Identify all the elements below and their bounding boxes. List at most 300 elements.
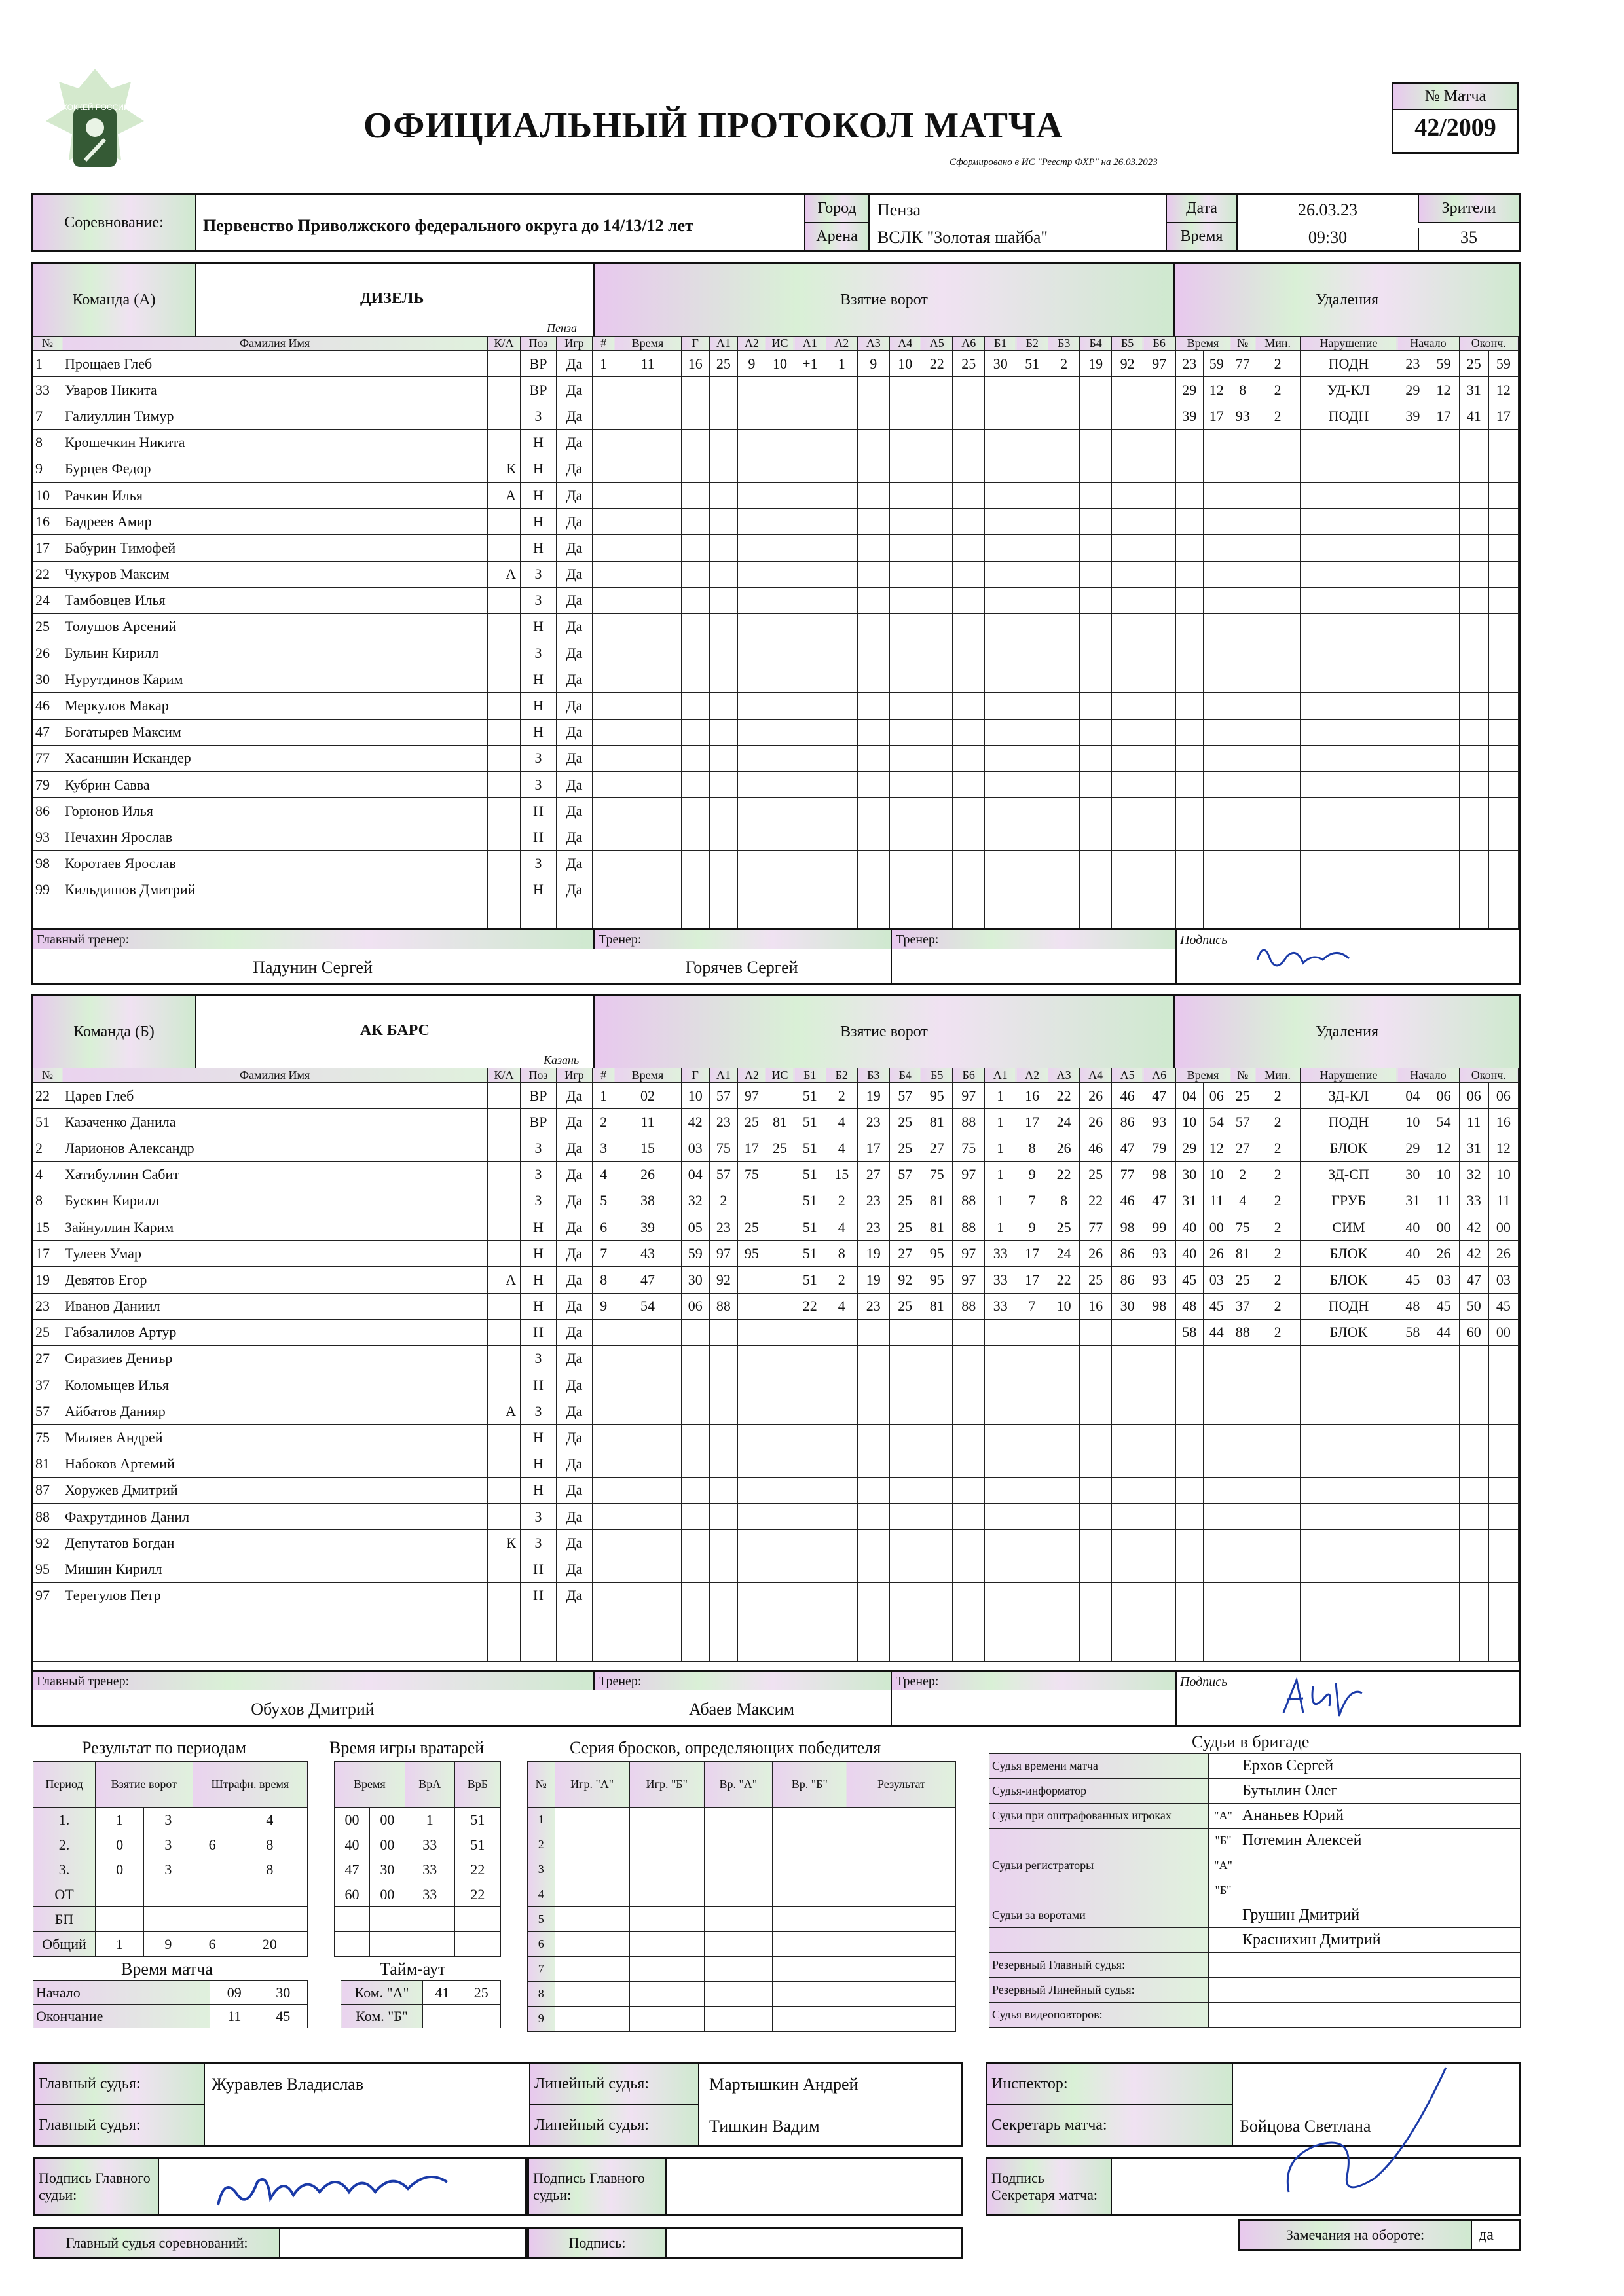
goal-cell xyxy=(1048,719,1079,745)
penalty-cell xyxy=(1397,666,1428,693)
goal-cell xyxy=(737,1609,766,1635)
goal-cell: 11 xyxy=(614,351,681,377)
player-name: Набоков Артемий xyxy=(62,1451,488,1477)
player-name: Чукуров Максим xyxy=(62,561,488,587)
shootout-number: 2 xyxy=(528,1832,555,1857)
shootout-cell xyxy=(555,1982,629,2007)
goal-cell xyxy=(766,693,794,719)
penalty-row xyxy=(1176,693,1519,719)
penalty-cell: 11 xyxy=(1459,1109,1488,1135)
goal-cell: 97 xyxy=(953,1161,984,1188)
penalty-cell xyxy=(1176,1425,1204,1451)
team-b-head-coach: Обухов Дмитрий xyxy=(251,1700,375,1719)
competition-label: Соревнование: xyxy=(33,195,196,250)
penalty-cell xyxy=(1203,561,1230,587)
head-coach-label: Главный тренер: xyxy=(33,1672,593,1690)
penalty-cell xyxy=(1488,877,1518,903)
penalty-cell xyxy=(1428,482,1459,508)
goal-row xyxy=(593,745,1175,771)
penalty-cell xyxy=(1459,1425,1488,1451)
player-number: 77 xyxy=(33,745,62,771)
goal-cell xyxy=(1048,798,1079,824)
goal-cell xyxy=(681,509,709,535)
goalie-cell xyxy=(369,1907,405,1932)
official-role: Резервный Линейный судья: xyxy=(989,1978,1209,2003)
period-cell: 0 xyxy=(96,1832,144,1857)
goal-cell xyxy=(614,403,681,429)
eagle-emblem-icon xyxy=(33,62,157,193)
goal-cell xyxy=(794,403,826,429)
period-row xyxy=(33,1832,308,1857)
goal-cell xyxy=(681,1609,709,1635)
penalty-cell xyxy=(1397,877,1428,903)
player-name: Казаченко Данила xyxy=(62,1109,488,1135)
player-position: Н xyxy=(521,482,557,508)
column-header: Фамилия Имя xyxy=(62,1068,488,1083)
penalty-cell xyxy=(1176,903,1204,929)
penalty-cell xyxy=(1300,535,1397,561)
goal-cell xyxy=(953,903,984,929)
goal-row xyxy=(593,1504,1175,1530)
team-b-coach: Абаев Максим xyxy=(688,1700,795,1719)
player-number: 57 xyxy=(33,1398,62,1425)
goal-cell xyxy=(1143,666,1175,693)
period-row xyxy=(33,1808,308,1832)
penalty-cell xyxy=(1459,561,1488,587)
penalty-cell xyxy=(1230,877,1255,903)
shootout-cell xyxy=(847,1857,955,1882)
player-played: Да xyxy=(557,587,593,613)
penalty-cell: 03 xyxy=(1203,1267,1230,1293)
goal-cell xyxy=(1048,509,1079,535)
penalty-cell xyxy=(1176,482,1204,508)
goal-cell: 26 xyxy=(614,1161,681,1188)
goal-cell xyxy=(826,1530,857,1556)
player-captain: А xyxy=(488,482,521,508)
goalie-cell: 00 xyxy=(369,1882,405,1907)
player-row xyxy=(33,403,593,429)
penalty-cell xyxy=(1459,1451,1488,1477)
goal-cell xyxy=(794,1635,826,1661)
shootout-cell xyxy=(772,1907,847,1932)
goal-cell xyxy=(858,824,889,850)
player-row xyxy=(33,1293,593,1319)
official-row xyxy=(989,1903,1521,1928)
penalty-cell: 2 xyxy=(1230,1161,1255,1188)
penalty-cell: 12 xyxy=(1428,377,1459,403)
penalty-cell: ЗД-КЛ xyxy=(1300,1083,1397,1109)
goal-cell xyxy=(1048,1345,1079,1372)
goal-cell xyxy=(766,877,794,903)
penalty-cell xyxy=(1397,1504,1428,1530)
penalty-cell: 03 xyxy=(1428,1267,1459,1293)
shootout-number: 5 xyxy=(528,1907,555,1932)
penalty-cell xyxy=(1300,877,1397,903)
goal-cell xyxy=(681,640,709,666)
period-cell xyxy=(232,1882,307,1907)
penalty-cell xyxy=(1300,1609,1397,1635)
goal-cell xyxy=(614,798,681,824)
goal-row xyxy=(593,798,1175,824)
penalty-cell xyxy=(1428,429,1459,456)
goal-cell: 4 xyxy=(826,1214,857,1240)
goal-cell: 4 xyxy=(593,1161,614,1188)
goalie-cell: 33 xyxy=(405,1832,454,1857)
goal-cell xyxy=(1111,903,1143,929)
goal-cell: 05 xyxy=(681,1214,709,1240)
goal-cell xyxy=(858,1609,889,1635)
penalty-cell: 00 xyxy=(1488,1319,1518,1345)
penalty-cell: ПОДН xyxy=(1300,403,1397,429)
goal-cell: 1 xyxy=(984,1135,1016,1161)
penalty-cell xyxy=(1488,482,1518,508)
player-number: 25 xyxy=(33,613,62,640)
player-row xyxy=(33,1241,593,1267)
goal-cell xyxy=(709,1582,737,1609)
goal-cell xyxy=(709,693,737,719)
penalty-cell xyxy=(1230,1609,1255,1635)
penalty-cell xyxy=(1203,877,1230,903)
goal-cell xyxy=(1111,1530,1143,1556)
penalty-cell xyxy=(1300,824,1397,850)
period-cell xyxy=(193,1857,232,1882)
penalty-cell xyxy=(1203,429,1230,456)
penalty-cell xyxy=(1176,535,1204,561)
penalty-cell xyxy=(1488,745,1518,771)
goal-cell: 1 xyxy=(593,351,614,377)
goal-cell xyxy=(889,1345,921,1372)
penalty-cell xyxy=(1397,745,1428,771)
penalty-cell xyxy=(1203,535,1230,561)
penalty-cell: 31 xyxy=(1176,1188,1204,1214)
player-position: Н xyxy=(521,719,557,745)
goal-cell xyxy=(921,903,952,929)
goal-cell xyxy=(1111,561,1143,587)
goal-cell: 93 xyxy=(1143,1109,1175,1135)
goal-cell: 11 xyxy=(614,1109,681,1135)
official-role xyxy=(989,1829,1209,1853)
goal-cell xyxy=(681,456,709,482)
goal-row xyxy=(593,693,1175,719)
penalty-cell: 25 xyxy=(1230,1267,1255,1293)
goal-cell xyxy=(889,1477,921,1503)
penalty-cell xyxy=(1428,1582,1459,1609)
penalty-cell xyxy=(1459,877,1488,903)
goal-cell xyxy=(921,377,952,403)
player-played: Да xyxy=(557,877,593,903)
goal-cell xyxy=(984,850,1016,877)
goal-cell: 25 xyxy=(889,1214,921,1240)
goal-cell xyxy=(984,1530,1016,1556)
goal-cell xyxy=(614,772,681,798)
goal-cell xyxy=(1016,482,1048,508)
goal-cell xyxy=(1111,1451,1143,1477)
goal-cell xyxy=(826,429,857,456)
penalty-cell xyxy=(1397,903,1428,929)
period-cell: 3 xyxy=(144,1832,193,1857)
column-header: Нарушение xyxy=(1300,1068,1397,1083)
goalie-cell: 51 xyxy=(454,1832,500,1857)
penalty-cell: 45 xyxy=(1176,1267,1204,1293)
official-row xyxy=(989,1978,1521,2003)
penalty-cell xyxy=(1459,745,1488,771)
penalty-cell xyxy=(1176,745,1204,771)
goal-cell xyxy=(709,640,737,666)
player-position: Н xyxy=(521,877,557,903)
period-cell xyxy=(232,1907,307,1932)
player-position: Н xyxy=(521,1451,557,1477)
goal-cell xyxy=(921,877,952,903)
goal-cell: 4 xyxy=(826,1109,857,1135)
goal-row xyxy=(593,561,1175,587)
official-name xyxy=(1238,1953,1521,1978)
goal-cell xyxy=(1080,666,1111,693)
city-label: Город xyxy=(804,195,870,223)
goal-cell xyxy=(737,903,766,929)
player-row xyxy=(33,351,593,377)
penalty-row xyxy=(1176,1135,1519,1161)
penalty-cell xyxy=(1230,745,1255,771)
penalty-cell xyxy=(1176,719,1204,745)
player-row xyxy=(33,1188,593,1214)
goal-cell xyxy=(1048,482,1079,508)
team-b-goals-table xyxy=(593,1068,1175,1662)
goal-cell xyxy=(826,1345,857,1372)
player-row xyxy=(33,1451,593,1477)
period-cell: 20 xyxy=(232,1932,307,1957)
goal-cell xyxy=(984,693,1016,719)
shootout-row xyxy=(528,1907,956,1932)
goal-cell xyxy=(593,772,614,798)
shootout-cell xyxy=(847,1982,955,2007)
penalty-cell xyxy=(1428,1635,1459,1661)
penalty-cell xyxy=(1203,640,1230,666)
player-number: 88 xyxy=(33,1504,62,1530)
goal-cell xyxy=(766,903,794,929)
goal-cell xyxy=(681,719,709,745)
shootout-cell xyxy=(629,1982,704,2007)
penalty-header-row xyxy=(1176,337,1519,351)
penalty-cell xyxy=(1300,1425,1397,1451)
secretary-label: Секретарь матча: xyxy=(987,2105,1233,2145)
goal-cell: 43 xyxy=(614,1241,681,1267)
penalty-cell xyxy=(1176,666,1204,693)
penalty-row xyxy=(1176,561,1519,587)
penalty-cell: 31 xyxy=(1397,1188,1428,1214)
goal-cell xyxy=(889,1635,921,1661)
penalty-cell: 06 xyxy=(1203,1083,1230,1109)
column-header: К/А xyxy=(488,337,521,351)
player-position: ВР xyxy=(521,351,557,377)
penalty-row xyxy=(1176,1083,1519,1109)
shootout-number: 4 xyxy=(528,1882,555,1907)
goal-cell: 97 xyxy=(1143,351,1175,377)
goal-cell: 22 xyxy=(1080,1188,1111,1214)
penalty-cell xyxy=(1300,1451,1397,1477)
goal-cell xyxy=(953,482,984,508)
player-position: Н xyxy=(521,1241,557,1267)
penalty-cell xyxy=(1300,640,1397,666)
player-number xyxy=(33,1609,62,1635)
goal-cell xyxy=(593,482,614,508)
penalty-cell xyxy=(1488,613,1518,640)
goal-cell xyxy=(1016,613,1048,640)
team-b-signature-label: Подпись xyxy=(1180,1675,1228,1689)
penalty-cell xyxy=(1203,1635,1230,1661)
penalty-cell xyxy=(1459,429,1488,456)
goal-cell xyxy=(614,1345,681,1372)
goal-cell xyxy=(593,1345,614,1372)
goal-cell: 23 xyxy=(709,1214,737,1240)
penalty-cell xyxy=(1397,798,1428,824)
penalty-cell: 11 xyxy=(1488,1188,1518,1214)
goal-cell xyxy=(766,1530,794,1556)
goal-cell xyxy=(1048,1635,1079,1661)
player-position: З xyxy=(521,587,557,613)
timeout-table xyxy=(341,1980,501,2028)
player-captain xyxy=(488,824,521,850)
goal-cell xyxy=(614,824,681,850)
goal-cell xyxy=(858,613,889,640)
goalie-cell: 33 xyxy=(405,1857,454,1882)
goalie-cell xyxy=(405,1907,454,1932)
goal-cell xyxy=(1080,772,1111,798)
penalty-cell xyxy=(1203,1451,1230,1477)
penalty-cell xyxy=(1300,482,1397,508)
goal-cell xyxy=(737,429,766,456)
penalty-cell: 11 xyxy=(1428,1188,1459,1214)
player-position: З xyxy=(521,403,557,429)
goal-cell xyxy=(681,1451,709,1477)
column-header: # xyxy=(593,337,614,351)
penalty-cell xyxy=(1176,1398,1204,1425)
goal-cell xyxy=(709,1425,737,1451)
goal-cell xyxy=(1048,587,1079,613)
penalty-cell xyxy=(1459,1635,1488,1661)
officials-table xyxy=(989,1753,1521,2028)
goal-cell xyxy=(826,824,857,850)
goal-cell xyxy=(953,1635,984,1661)
goal-cell xyxy=(794,535,826,561)
player-played: Да xyxy=(557,429,593,456)
goal-header-row xyxy=(593,337,1175,351)
penalty-cell xyxy=(1459,719,1488,745)
goal-cell xyxy=(681,824,709,850)
player-number: 46 xyxy=(33,693,62,719)
goal-cell xyxy=(737,1582,766,1609)
goal-cell xyxy=(766,1345,794,1372)
penalty-row xyxy=(1176,1188,1519,1214)
goal-cell xyxy=(858,1556,889,1582)
goal-cell xyxy=(1111,1372,1143,1398)
goal-cell xyxy=(709,377,737,403)
goal-cell xyxy=(709,1609,737,1635)
official-name: Бутылин Олег xyxy=(1238,1779,1521,1804)
goal-cell xyxy=(737,1425,766,1451)
penalty-cell xyxy=(1397,1451,1428,1477)
goal-cell xyxy=(593,561,614,587)
goal-cell xyxy=(1016,1530,1048,1556)
penalty-cell xyxy=(1428,1372,1459,1398)
goal-cell xyxy=(984,1398,1016,1425)
goal-cell xyxy=(794,640,826,666)
goal-cell: 57 xyxy=(889,1161,921,1188)
player-position: Н xyxy=(521,1425,557,1451)
player-played xyxy=(557,1635,593,1661)
penalty-cell: 47 xyxy=(1459,1267,1488,1293)
team-b-coaches xyxy=(33,1670,1519,1727)
goal-cell xyxy=(889,1530,921,1556)
goal-cell xyxy=(766,666,794,693)
goal-cell: 26 xyxy=(1080,1109,1111,1135)
goal-cell xyxy=(1143,456,1175,482)
line-ref-label-1: Линейный судья: xyxy=(529,2064,699,2105)
goal-cell: 25 xyxy=(953,351,984,377)
goalie-header-row xyxy=(335,1762,501,1808)
goal-cell xyxy=(614,509,681,535)
column-header: А2 xyxy=(1016,1068,1048,1083)
time-value: 09:30 xyxy=(1308,228,1348,247)
column-header: ВрБ xyxy=(454,1762,500,1808)
goal-cell xyxy=(858,693,889,719)
penalty-cell: 04 xyxy=(1397,1083,1428,1109)
goal-cell: 47 xyxy=(1143,1188,1175,1214)
goal-cell xyxy=(1143,1425,1175,1451)
goal-cell xyxy=(794,1477,826,1503)
period-cell: 9 xyxy=(144,1932,193,1957)
match-number-label: № Матча xyxy=(1393,84,1517,110)
penalty-row xyxy=(1176,377,1519,403)
goal-cell xyxy=(889,798,921,824)
period-cell: 8 xyxy=(232,1857,307,1882)
player-number: 79 xyxy=(33,772,62,798)
goal-cell xyxy=(1048,1582,1079,1609)
goalie-row xyxy=(335,1808,501,1832)
goal-cell: 51 xyxy=(794,1161,826,1188)
goal-row xyxy=(593,1582,1175,1609)
goal-cell xyxy=(921,509,952,535)
period-cell: ОТ xyxy=(33,1882,96,1907)
goal-cell xyxy=(614,587,681,613)
shootout-cell xyxy=(555,1907,629,1932)
player-row xyxy=(33,535,593,561)
penalty-cell: 54 xyxy=(1203,1109,1230,1135)
goalie-cell: 33 xyxy=(405,1882,454,1907)
penalty-cell xyxy=(1230,1556,1255,1582)
goal-cell xyxy=(984,613,1016,640)
goal-cell xyxy=(681,1504,709,1530)
goal-cell: 92 xyxy=(709,1267,737,1293)
penalty-cell xyxy=(1428,1530,1459,1556)
goal-cell xyxy=(1111,509,1143,535)
goal-cell xyxy=(858,429,889,456)
competition-ref-label: Главный судья соревнований: xyxy=(35,2229,280,2257)
goal-row xyxy=(593,535,1175,561)
goalie-cell xyxy=(335,1907,370,1932)
goal-cell xyxy=(681,666,709,693)
penalty-row xyxy=(1176,1241,1519,1267)
goal-cell xyxy=(953,429,984,456)
goal-cell: 25 xyxy=(737,1109,766,1135)
player-captain xyxy=(488,1345,521,1372)
goal-cell: 9 xyxy=(737,351,766,377)
goal-cell xyxy=(1080,1504,1111,1530)
goal-cell xyxy=(593,1582,614,1609)
goal-cell: 51 xyxy=(794,1109,826,1135)
penalty-cell: 48 xyxy=(1397,1293,1428,1319)
player-number: 47 xyxy=(33,719,62,745)
goal-cell xyxy=(614,693,681,719)
